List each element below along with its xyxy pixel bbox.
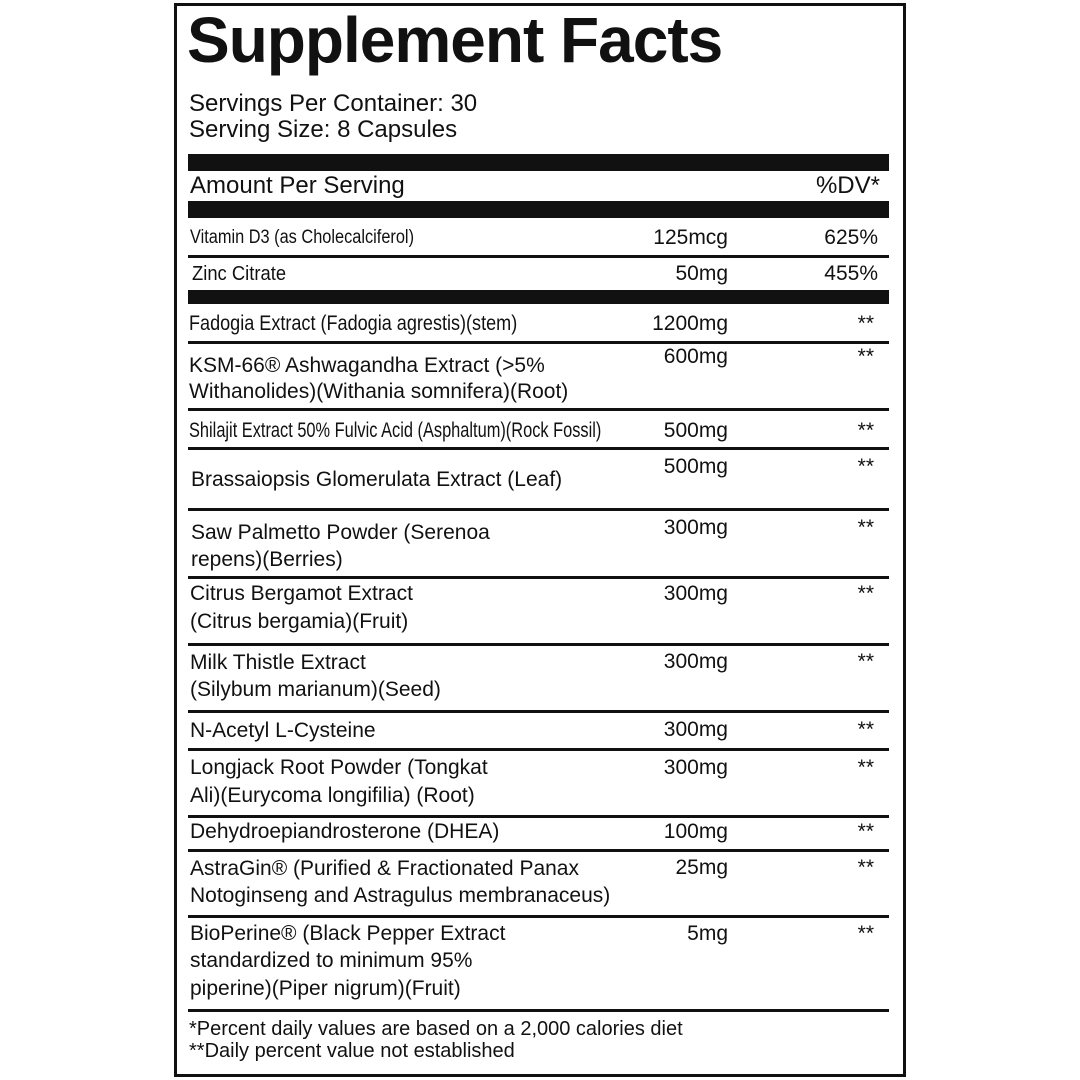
nutrient-amount: 125mcg: [653, 226, 728, 249]
ingredient-dv: **: [857, 718, 874, 741]
ingredient-name-line: standardized to minimum 95%: [190, 949, 473, 972]
ingredient-amount: 600mg: [663, 345, 728, 368]
thick-bar-header: [188, 201, 889, 218]
ingredient-dv: **: [857, 419, 874, 442]
ingredient-dv: **: [857, 756, 874, 779]
ingredient-dv: **: [857, 312, 874, 335]
ingredient-name-line: repens)(Berries): [191, 548, 343, 571]
ingredient-amount: 300mg: [663, 718, 728, 741]
ingredient-name-line: Longjack Root Powder (Tongkat: [190, 756, 488, 779]
ingredient-amount: 5mg: [687, 922, 728, 945]
row-divider: [188, 643, 889, 646]
ingredient-dv: **: [857, 650, 874, 673]
ingredient-name-line: Notoginseng and Astragulus membranaceus): [190, 884, 611, 907]
ingredient-amount: 25mg: [675, 856, 728, 879]
nutrient-name: Zinc Citrate: [192, 263, 287, 285]
ingredient-name-line: Withanolides)(Withania somnifera)(Root): [189, 380, 569, 403]
ingredient-dv: **: [857, 516, 874, 539]
ingredient-amount: 100mg: [663, 820, 728, 843]
ingredient-amount: 500mg: [663, 455, 728, 478]
thick-bar-top: [188, 154, 889, 171]
footnote-daily-values: *Percent daily values are based on a 2,000 calories diet: [189, 1018, 683, 1040]
ingredient-name-line: Milk Thistle Extract: [190, 651, 366, 674]
row-divider: [188, 255, 889, 258]
ingredient-name-line: (Citrus bergamia)(Fruit): [190, 610, 409, 633]
row-divider: [188, 408, 889, 411]
ingredient-dv: **: [857, 922, 874, 945]
ingredient-name-line: BioPerine® (Black Pepper Extract: [190, 922, 506, 945]
serving-size: Serving Size: 8 Capsules: [189, 116, 458, 143]
ingredient-name-line: KSM-66® Ashwagandha Extract (>5%: [189, 354, 545, 377]
nutrient-name: Vitamin D3 (as Cholecalciferol): [190, 227, 415, 248]
row-divider: [188, 748, 889, 751]
thick-bar-nutrients: [188, 290, 889, 304]
ingredient-amount: 300mg: [663, 756, 728, 779]
ingredient-name-line: N-Acetyl L-Cysteine: [190, 719, 376, 742]
nutrient-dv: 455%: [824, 262, 878, 285]
ingredient-name: Shilajit Extract 50% Fulvic Acid (Asphaltum)(Rock Fossil): [189, 419, 602, 442]
dv-header-label: %DV*: [815, 172, 880, 199]
ingredient-amount: 1200mg: [652, 312, 728, 335]
row-divider: [188, 710, 889, 713]
ingredient-name-line: AstraGin® (Purified & Fractionated Panax: [190, 857, 579, 880]
ingredient-dv: **: [857, 345, 874, 368]
ingredient-amount: 500mg: [663, 419, 728, 442]
nutrient-amount: 50mg: [675, 262, 728, 285]
servings-per-container: Servings Per Container: 30: [189, 90, 478, 117]
ingredient-dv: **: [857, 582, 874, 605]
ingredient-name: Fadogia Extract (Fadogia agrestis)(stem): [189, 312, 518, 335]
ingredient-name-line: Brassaiopsis Glomerulata Extract (Leaf): [191, 468, 563, 491]
row-divider: [188, 508, 889, 511]
ingredient-name-line: Dehydroepiandrosterone (DHEA): [190, 820, 500, 843]
amount-per-serving-label: Amount Per Serving: [190, 172, 405, 199]
panel-title: Supplement Facts: [187, 4, 723, 76]
ingredient-dv: **: [857, 820, 874, 843]
ingredient-dv: **: [857, 455, 874, 478]
ingredient-name-line: Ali)(Eurycoma longifilia) (Root): [190, 784, 475, 807]
footnote-not-established: **Daily percent value not established: [189, 1040, 515, 1062]
ingredient-name-line: Saw Palmetto Powder (Serenoa: [191, 521, 490, 544]
row-divider: [188, 849, 889, 852]
ingredient-amount: 300mg: [663, 516, 728, 539]
ingredient-amount: 300mg: [663, 650, 728, 673]
ingredient-name-line: (Silybum marianum)(Seed): [190, 678, 441, 701]
row-divider: [188, 1009, 889, 1012]
row-divider: [188, 447, 889, 450]
ingredient-dv: **: [857, 856, 874, 879]
ingredient-amount: 300mg: [663, 582, 728, 605]
row-divider: [188, 915, 889, 918]
ingredient-name-line: piperine)(Piper nigrum)(Fruit): [190, 977, 461, 1000]
nutrient-dv: 625%: [824, 226, 878, 249]
ingredient-name-line: Citrus Bergamot Extract: [190, 582, 413, 605]
row-divider: [188, 576, 889, 579]
